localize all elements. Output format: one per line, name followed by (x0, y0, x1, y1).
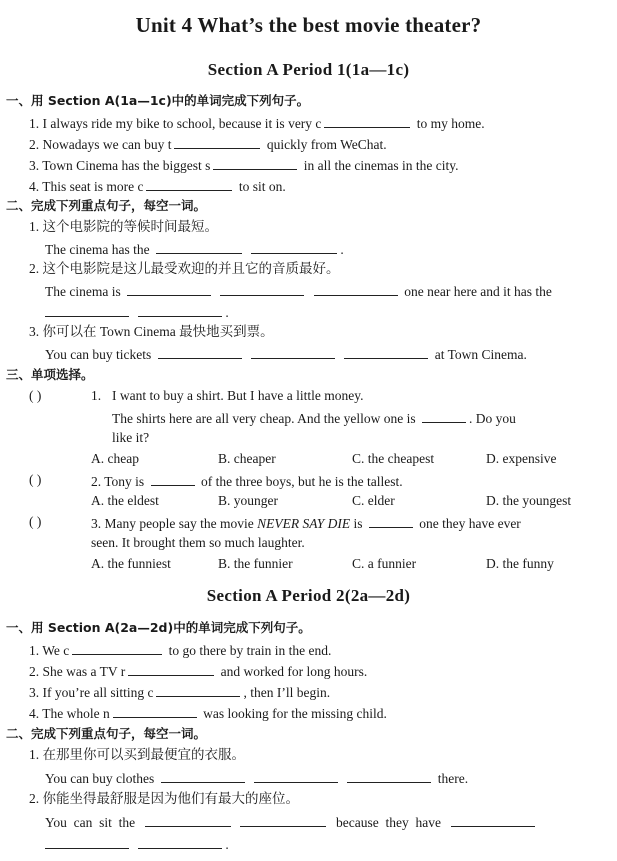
p1-q4-text: 4. This seat is more c (29, 179, 144, 194)
mc-q1-line3: like it? (112, 430, 150, 445)
section-a-period-2-title: Section A Period 2(2a—2d) (206, 586, 411, 605)
s2-p2-q1-chinese: 1. 在那里你可以买到最便宜的衣服。 (29, 747, 245, 762)
p2-q3-blank-2[interactable] (251, 344, 335, 359)
p2-q1-blank-2[interactable] (251, 239, 337, 254)
s2-p2-q1-blank-1[interactable] (161, 768, 245, 783)
p1-q2-tail: quickly from WeChat. (266, 137, 387, 152)
s2-q1-blank[interactable] (72, 640, 162, 655)
mc-q1-line1: I want to buy a shirt. But I have a little money. (112, 388, 364, 403)
s2-q4-text: 4. The whole n (29, 706, 110, 721)
mc-q1-option-b[interactable]: B. cheaper (218, 451, 276, 466)
p2-q1-english (45, 239, 344, 259)
s2-part2-heading: 二、完成下列重点句子，每空一词。 (6, 726, 207, 741)
p2-q1-period: . (340, 242, 344, 257)
p2-q2-blank-5[interactable] (138, 302, 222, 317)
s2-part1-heading: 一、用 Section A(2a—2d)中的单词完成下列句子。 (6, 620, 311, 635)
p2-q3-english (45, 344, 527, 364)
mc-q2-text: 2. Tony is (91, 474, 145, 489)
mc-q3-option-d[interactable]: D. the funny (486, 556, 554, 571)
s2-p2-q1-blank-2[interactable] (254, 768, 338, 783)
p1-q4-tail: to sit on. (238, 179, 286, 194)
page-title: Unit 4 What’s the best movie theater? (135, 13, 482, 37)
p2-q2-mid: one near here and it has the (404, 284, 552, 299)
s2-q2-blank[interactable] (128, 661, 214, 676)
mc-q2-blank[interactable] (151, 471, 195, 486)
mc-q3-movie-title: NEVER SAY DIE (257, 516, 351, 531)
p2-q2-period: . (225, 305, 229, 320)
s2-q1 (29, 640, 331, 660)
p1-q4 (29, 176, 286, 196)
p2-q1-chinese: 1. 这个电影院的等候时间最短。 (29, 219, 218, 234)
mc-q3-line2: seen. It brought them so much laughter. (91, 535, 305, 550)
s2-q3-text: 3. If you’re all sitting c (29, 685, 154, 700)
mc-q2-option-b[interactable]: B. younger (218, 493, 278, 508)
s2-q4-tail: was looking for the missing child. (203, 706, 387, 721)
s2-p2-q2-text: You can sit the (45, 815, 136, 830)
p2-q3-blank-3[interactable] (344, 344, 428, 359)
mc-q1-blank[interactable] (422, 408, 466, 423)
s2-q3-tail: , then I’ll begin. (243, 685, 331, 700)
s2-p2-q1-text: You can buy clothes (45, 771, 155, 786)
s2-p2-q2-blank-5[interactable] (138, 834, 222, 849)
p2-q3-chinese: 3. 你可以在 Town Cinema 最快地买到票。 (29, 324, 274, 339)
s2-p2-q2-english-line2 (45, 834, 229, 854)
s2-p2-q1-blank-3[interactable] (347, 768, 431, 783)
p2-q3-blank-1[interactable] (158, 344, 242, 359)
s2-p2-q1-english (45, 768, 468, 788)
s2-p2-q2-mid: because they have (336, 815, 441, 830)
mc-q3-option-a[interactable]: A. the funniest (91, 556, 171, 571)
mc-q3-text: 3. Many people say the movie (91, 516, 254, 531)
s2-p2-q1-tail: there. (437, 771, 469, 786)
p2-q3-tail: at Town Cinema. (434, 347, 527, 362)
s2-p2-q2-blank-2[interactable] (240, 812, 326, 827)
mc-q1-option-d[interactable]: D. expensive (486, 451, 557, 466)
mc-q3-option-b[interactable]: B. the funnier (218, 556, 293, 571)
section-a-period-1-title: Section A Period 1(1a—1c) (207, 60, 410, 79)
p2-q2-blank-3[interactable] (314, 281, 398, 296)
mc-q1-option-c[interactable]: C. the cheapest (352, 451, 435, 466)
s2-q3 (29, 682, 330, 702)
p1-q3-tail: in all the cinemas in the city. (303, 158, 459, 173)
part2-heading: 二、完成下列重点句子，每空一词。 (6, 198, 207, 213)
p1-q2-text: 2. Nowadays we can buy t (29, 137, 172, 152)
s2-p2-q2-period: . (225, 837, 229, 852)
mc-q1-line2-text: The shirts here are all very cheap. And the yellow one is (112, 411, 416, 426)
p1-q3-text: 3. Town Cinema has the biggest s (29, 158, 211, 173)
mc-q2-tail: of the three boys, but he is the tallest. (200, 474, 403, 489)
part3-heading: 三、单项选择。 (6, 367, 94, 382)
s2-q4 (29, 703, 387, 723)
s2-q3-blank[interactable] (156, 682, 240, 697)
p2-q2-english (45, 281, 552, 301)
mc-q3-blank[interactable] (369, 513, 413, 528)
mc-q3-stem (91, 513, 521, 533)
mc-q2-option-a[interactable]: A. the eldest (91, 493, 159, 508)
mc-q3-paren[interactable]: ( ) (29, 514, 42, 529)
mc-q1-line2-tail: . Do you (469, 411, 516, 426)
mc-q1-line2 (112, 408, 516, 428)
s2-q4-blank[interactable] (113, 703, 197, 718)
s2-p2-q2-blank-4[interactable] (45, 834, 129, 849)
p2-q2-blank-2[interactable] (220, 281, 304, 296)
p1-q1-text: 1. I always ride my bike to school, because it is very c (29, 116, 322, 131)
p1-q2 (29, 134, 387, 154)
p2-q1-text: The cinema has the (45, 242, 150, 257)
p1-q1-tail: to my home. (416, 116, 485, 131)
mc-q1-option-a[interactable]: A. cheap (91, 451, 139, 466)
mc-q2-option-c[interactable]: C. elder (352, 493, 395, 508)
p1-q2-blank[interactable] (174, 134, 260, 149)
mc-q2-option-d[interactable]: D. the youngest (486, 493, 572, 508)
p2-q2-chinese: 2. 这个电影院是这儿最受欢迎的并且它的音质最好。 (29, 261, 340, 276)
s2-q2 (29, 661, 367, 681)
p2-q2-blank-4[interactable] (45, 302, 129, 317)
part1-heading: 一、用 Section A(1a—1c)中的单词完成下列句子。 (6, 93, 310, 108)
p1-q1 (29, 113, 485, 133)
p1-q1-blank[interactable] (324, 113, 410, 128)
p2-q1-blank-1[interactable] (156, 239, 242, 254)
mc-q2-paren[interactable]: ( ) (29, 472, 42, 487)
s2-q2-text: 2. She was a TV r (29, 664, 126, 679)
mc-q1-paren[interactable]: ( ) (29, 388, 42, 403)
mc-q3-tail: one they have ever (419, 516, 521, 531)
p2-q3-text: You can buy tickets (45, 347, 152, 362)
p2-q2-blank-1[interactable] (127, 281, 211, 296)
p2-q2-text: The cinema is (45, 284, 121, 299)
s2-p2-q2-english (45, 812, 538, 832)
p1-q4-blank[interactable] (146, 176, 232, 191)
mc-q2-stem (91, 471, 403, 491)
mc-q1-number: 1. (91, 388, 102, 403)
s2-p2-q2-chinese: 2. 你能坐得最舒服是因为他们有最大的座位。 (29, 791, 299, 806)
mc-q3-option-c[interactable]: C. a funnier (352, 556, 417, 571)
p1-q3-blank[interactable] (213, 155, 297, 170)
p1-q3 (29, 155, 459, 175)
s2-q1-text: 1. We c (29, 643, 70, 658)
p2-q2-english-line2 (45, 302, 229, 322)
s2-p2-q2-blank-3[interactable] (451, 812, 535, 827)
mc-q3-is: is (353, 516, 363, 531)
s2-q1-tail: to go there by train in the end. (168, 643, 332, 658)
s2-q2-tail: and worked for long hours. (220, 664, 368, 679)
s2-p2-q2-blank-1[interactable] (145, 812, 231, 827)
